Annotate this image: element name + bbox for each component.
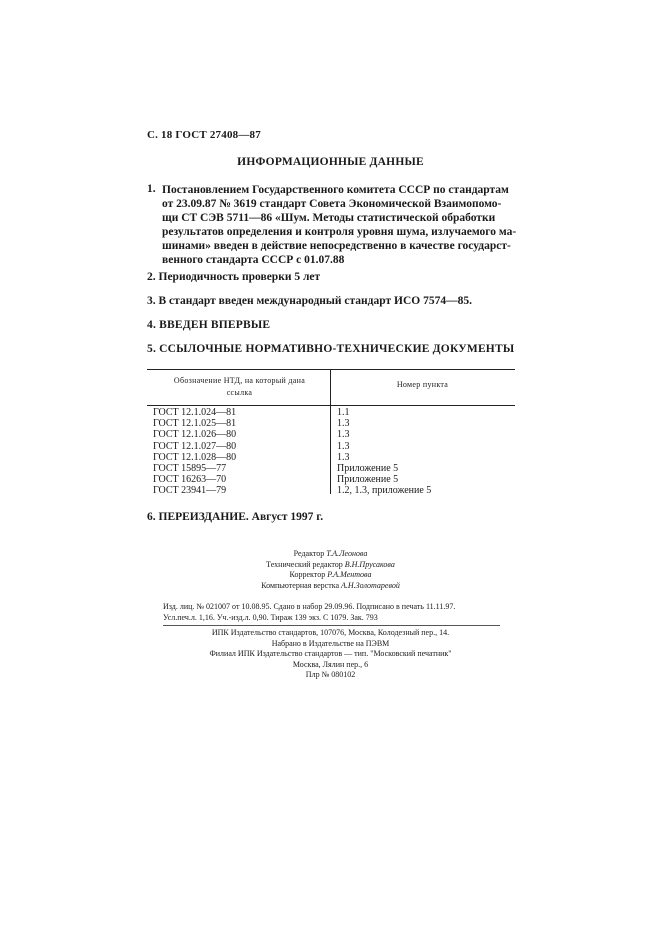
tech-editor-role: Технический редактор: [266, 559, 343, 569]
referenced-documents-table: [147, 369, 515, 497]
table-cell-document: ГОСТ 12.1.028—80: [153, 451, 237, 463]
table-header-document-line: Обозначение НТД, на который дана: [173, 376, 306, 385]
publication-line-2: Усл.печ.л. 1,16. Уч.-изд.л. 0,90. Тираж 139 экз. С 1079. Зак. 793: [163, 613, 378, 622]
table-cell-clause: Приложение 5: [337, 474, 399, 486]
publication-line-1: Изд. лиц. № 021007 от 10.08.95. Сдано в набор 29.09.96. Подписано в печать 11.11.97.: [163, 602, 456, 611]
editor-role: Редактор: [293, 549, 325, 558]
table-top-rule: [147, 369, 515, 370]
item-1-line: венного стандарта СССР с 01.07.88: [162, 254, 345, 266]
table-cell-clause: 1.2, 1.3, приложение 5: [337, 485, 432, 497]
item-1-line: шинами» введен в действие непосредственно в качестве государст-: [162, 240, 511, 252]
document-title: ИНФОРМАЦИОННЫЕ ДАННЫЕ: [237, 156, 424, 168]
table-header-rule: [147, 405, 515, 406]
layout-role: Компьютерная верстка: [261, 580, 340, 590]
table-header-document: [157, 375, 322, 399]
item-1-line: от 23.09.87 № 3619 стандарт Совета Экономической Взаимопомо-: [162, 198, 502, 210]
table-document-column: [153, 407, 236, 497]
table-cell-document: ГОСТ 12.1.025—81: [153, 418, 237, 430]
table-cell-clause: 1.3: [337, 451, 350, 463]
tech-editor-name: В.Н.Прусакова: [344, 559, 395, 569]
tech-editor-line: [0, 560, 661, 571]
editorial-credits: [0, 549, 661, 591]
proofreader-name: Р.А.Ментова: [327, 570, 372, 579]
table-cell-document: ГОСТ 16263—70: [153, 474, 227, 486]
table-header-clause: Номер пункта: [396, 380, 449, 389]
item-5-line: 5. ССЫЛОЧНЫЕ НОРМАТИВНО-ТЕХНИЧЕСКИЕ ДОКУМЕНТЫ: [147, 343, 515, 355]
printing-line: Набрано в Издательстве на ПЭВМ: [271, 638, 390, 648]
proofreader-line: [0, 570, 661, 581]
item-3-line: 3. В стандарт введен международный стандарт ИСО 7574—85.: [147, 295, 472, 307]
printing-line: Плр № 080102: [305, 670, 356, 679]
editor-name: Т.А.Леонова: [326, 549, 368, 558]
table-clause-column: [337, 407, 431, 497]
page-header: С. 18 ГОСТ 27408—87: [147, 129, 261, 141]
imprint-divider: [163, 625, 500, 626]
table-cell-clause: Приложение 5: [337, 463, 399, 475]
item-2-line: 2. Периодичность проверки 5 лет: [147, 271, 321, 283]
item-4-line: 4. ВВЕДЕН ВПЕРВЫЕ: [147, 319, 271, 331]
editor-line: [0, 549, 661, 560]
table-cell-clause: 1.1: [337, 407, 350, 418]
table-cell-document: ГОСТ 15895—77: [153, 463, 227, 475]
item-1-text: [162, 183, 516, 267]
item-1-line: щи СТ СЭВ 5711—86 «Шум. Методы статистической обработки: [162, 212, 496, 224]
printing-line: Москва, Лялин пер., 6: [292, 659, 369, 669]
table-cell-document: ГОСТ 23941—79: [153, 485, 227, 497]
item-1-number: 1.: [147, 183, 156, 195]
table-cell-document: ГОСТ 12.1.024—81: [153, 407, 237, 418]
table-header-document-line: ссылка: [226, 388, 253, 397]
item-1-line: Постановлением Государственного комитета СССР по стандартам: [162, 184, 509, 196]
layout-line: [0, 581, 661, 592]
item-6-line: 6. ПЕРЕИЗДАНИЕ. Август 1997 г.: [147, 511, 324, 523]
printing-line: Филиал ИПК Издательство стандартов — тип. "Московский печатник": [209, 649, 452, 658]
table-cell-document: ГОСТ 12.1.027—80: [153, 440, 237, 452]
printing-line: ИПК Издательство стандартов, 107076, Москва, Колодезный пер., 14.: [211, 628, 450, 637]
table-cell-clause: 1.3: [337, 429, 350, 441]
layout-name: А.Н.Золотаревой: [341, 580, 400, 590]
table-cell-clause: 1.3: [337, 418, 350, 430]
table-cell-clause: 1.3: [337, 440, 350, 452]
item-1-line: результатов определения и контроля уровня шума, излучаемого ма-: [162, 226, 517, 238]
proofreader-role: Корректор: [289, 570, 326, 579]
table-cell-document: ГОСТ 12.1.026—80: [153, 429, 237, 441]
printing-info: [0, 628, 661, 681]
